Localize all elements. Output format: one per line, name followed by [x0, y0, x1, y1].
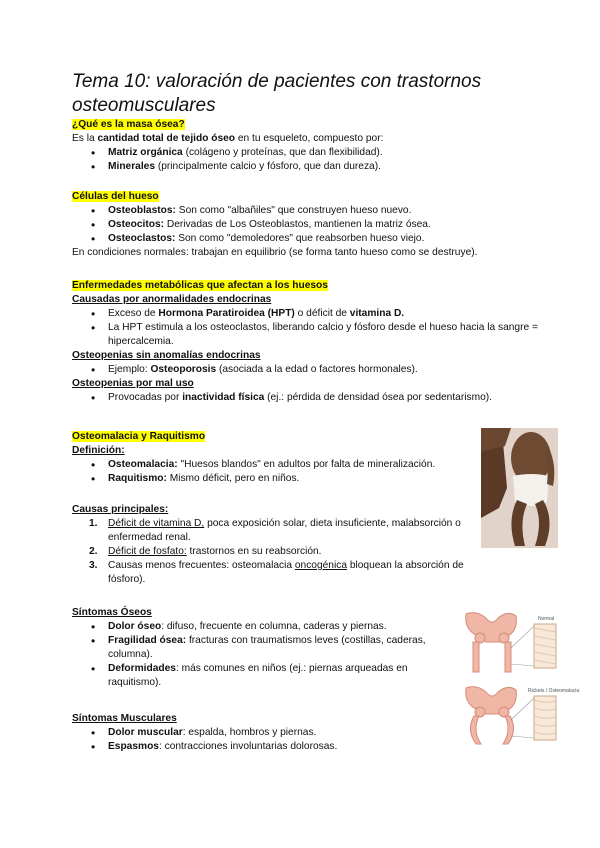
list-item: • Dolor óseo: difuso, frecuente en columna, caderas y piernas. [72, 620, 437, 634]
page-title: Tema 10: valoración de pacientes con trastornos osteomusculares [72, 71, 482, 116]
heading-sintomas-musculares: Síntomas Musculares [72, 713, 177, 724]
rickets-pelvis [466, 687, 580, 744]
heading-celulas: Células del hueso [72, 191, 159, 202]
list-item: • Fragilidad ósea: fracturas con traumatismos leves (costillas, caderas, columna). [72, 634, 437, 662]
section-sintomas-oseos [72, 606, 437, 690]
section-osteomalacia [72, 430, 472, 486]
list-item: • Osteoblastos: Son como "albañiles" que construyen hueso nuevo. [72, 204, 542, 218]
label-normal: Normal [538, 616, 555, 622]
list-item: • Ejemplo: Osteoporosis (asociada a la edad o factores hormonales). [72, 363, 542, 377]
subheading-sin-anomalias: Osteopenias sin anomalías endocrinas [72, 350, 261, 361]
masa-intro: Es la cantidad total de tejido óseo en tu esqueleto, compuesto por: [72, 133, 384, 144]
list-item: • Espasmos: contracciones involuntarias dolorosas. [72, 740, 437, 754]
list-item: • Dolor muscular: espalda, hombros y piernas. [72, 726, 437, 740]
rickets-child-photo [481, 428, 558, 548]
heading-enfermedades: Enfermedades metabólicas que afectan a los huesos [72, 280, 328, 291]
list-item: • Minerales (principalmente calcio y fósforo, que dan dureza). [72, 160, 472, 174]
list-item: • Exceso de Hormona Paratiroidea (HPT) o déficit de vitamina D. [72, 307, 542, 321]
rickets-child-photo-svg [481, 428, 558, 548]
list-item: • Osteoclastos: Son como "demoledores" que reabsorben hueso viejo. [72, 232, 542, 246]
list-item: 3. Causas menos frecuentes: osteomalacia oncogénica bloquean la absorción de fósforo). [89, 560, 464, 585]
subheading-causas: Causas principales: [72, 504, 169, 515]
list-item: • Deformidades: más comunes en niños (ej.: piernas arqueadas en raquitismo). [72, 662, 437, 690]
section-enfermedades [72, 279, 542, 405]
pelvis-comparison-diagram [458, 608, 580, 746]
heading-sintomas-oseos: Síntomas Óseos [72, 607, 152, 618]
list-item: • Provocadas por inactividad física (ej.: pérdida de densidad ósea por sedentarismo). [72, 391, 542, 405]
section-masa-osea [72, 118, 472, 174]
list-item: • Matriz orgánica (colágeno y proteínas, que dan flexibilidad). [72, 146, 472, 160]
heading-osteomalacia: Osteomalacia y Raquitismo [72, 431, 206, 442]
list-item: 1. Déficit de vitamina D, poca exposición solar, dieta insuficiente, malabsorción o enfermedad renal. [89, 518, 461, 543]
section-celulas [72, 190, 542, 260]
celulas-footer: En condiciones normales: trabajan en equilibrio (se forma tanto hueso como se destruye). [72, 247, 478, 258]
subheading-definicion: Definición: [72, 445, 125, 456]
pelvis-comparison-svg [458, 608, 580, 746]
subheading-endocrinas: Causadas por anormalidades endocrinas [72, 294, 272, 305]
list-item: 2. Déficit de fosfato: trastornos en su reabsorción. [89, 546, 322, 557]
normal-pelvis [466, 613, 556, 672]
list-item: • Osteomalacia: "Huesos blandos" en adultos por falta de mineralización. [72, 458, 472, 472]
list-item: • La HPT estimula a los osteoclastos, liberando calcio y fósforo desde el hueso hacia la sangre = hipercalcemia. [72, 321, 542, 349]
section-sintomas-musculares [72, 712, 437, 754]
section-causas [72, 503, 502, 587]
list-item: • Raquitismo: Mismo déficit, pero en niños. [72, 472, 472, 486]
subheading-mal-uso: Osteopenias por mal uso [72, 378, 194, 389]
list-item: • Osteocitos: Derivadas de Los Osteoblastos, mantienen la matriz ósea. [72, 218, 542, 232]
label-rickets: Rickets / Osteomalacia [528, 688, 580, 694]
heading-masa-osea: ¿Qué es la masa ósea? [72, 119, 185, 130]
